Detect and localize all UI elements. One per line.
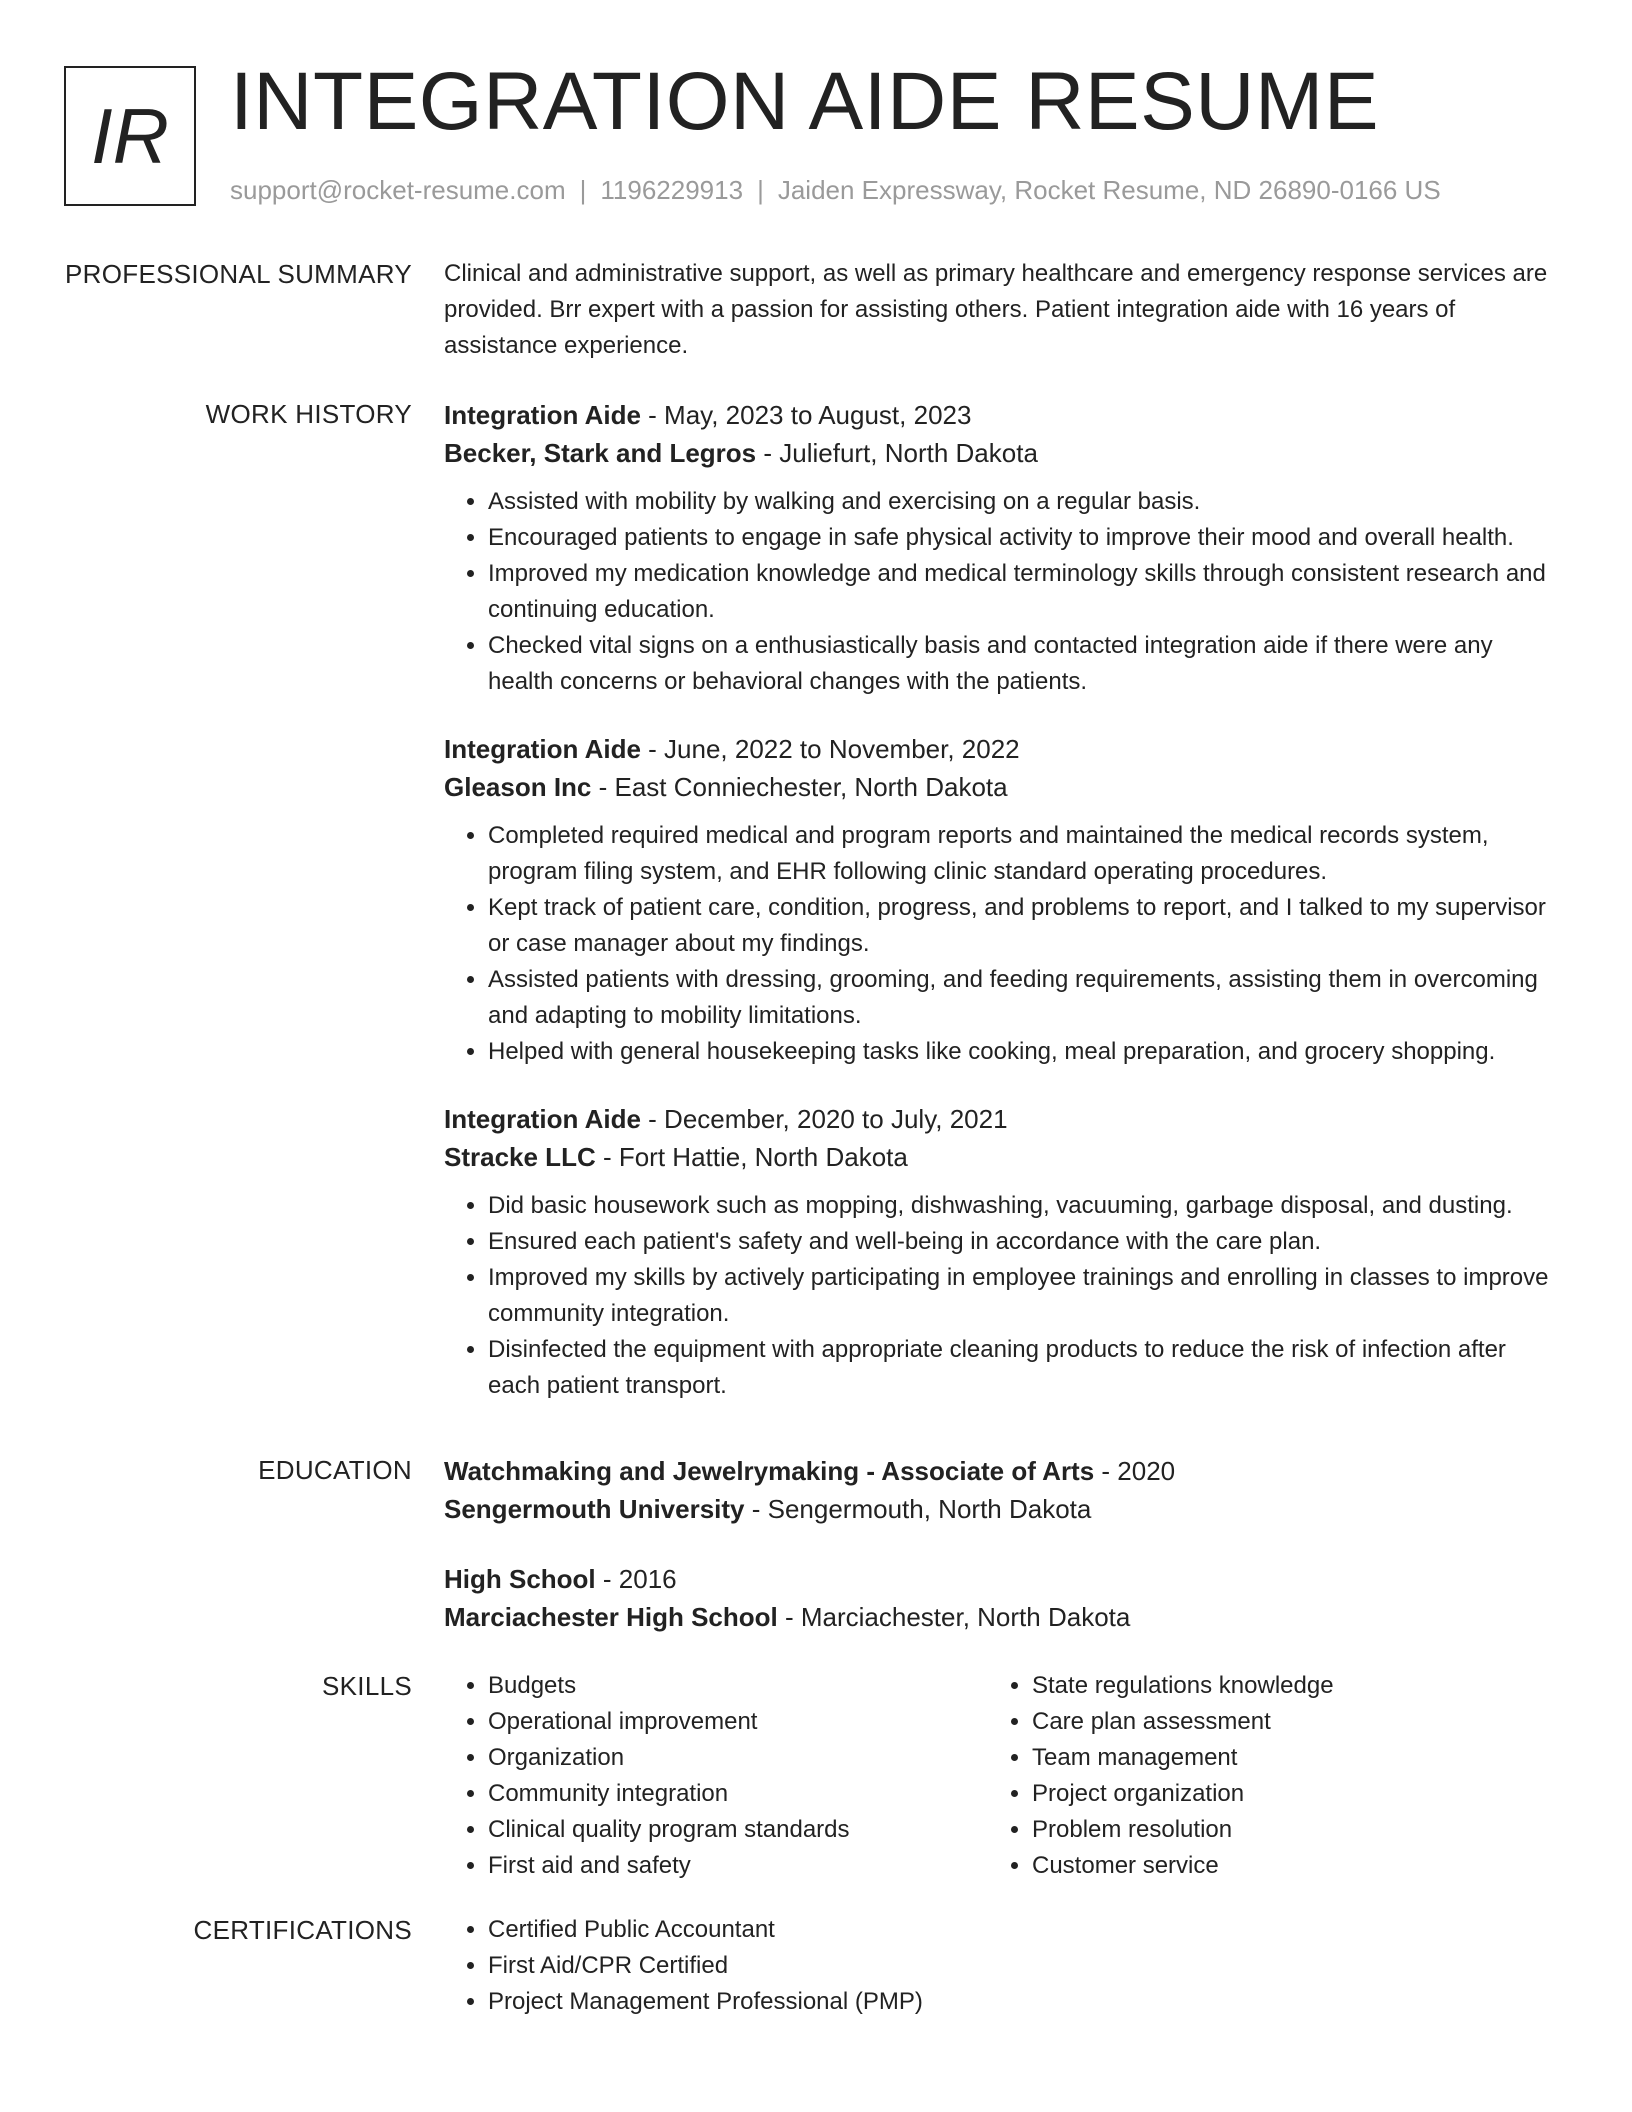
education-degree: High School — [444, 1564, 596, 1594]
education-degree: Watchmaking and Jewelrymaking - Associate of Arts — [444, 1456, 1095, 1486]
job-title-line — [444, 730, 1554, 768]
job-entry — [444, 730, 1554, 1070]
job-dates: - May, 2023 to August, 2023 — [640, 400, 972, 430]
skills-body — [444, 1668, 1554, 1884]
skill-item: • State regulations knowledge — [1032, 1668, 1532, 1704]
education-school: Sengermouth University — [444, 1494, 745, 1524]
skill-item: • Budgets — [488, 1668, 988, 1704]
monogram-logo: IR — [64, 66, 196, 206]
job-duty: • Assisted patients with dressing, grooming, and feeding requirements, assisting them in overcoming and adapting to mobility limitations. — [488, 962, 1554, 1034]
certification-item: • First Aid/CPR Certified — [488, 1948, 1554, 1984]
job-company-line — [444, 1138, 1554, 1176]
section-label-education: EDUCATION — [258, 1455, 412, 1485]
job-duty: • Improved my skills by actively participating in employee trainings and enrolling in classes to improve community integration. — [488, 1260, 1554, 1332]
contact-separator: | — [579, 175, 587, 205]
skills-list-left — [444, 1668, 988, 1884]
certification-item: • Certified Public Accountant — [488, 1912, 1554, 1948]
job-company-line — [444, 434, 1554, 472]
contact-separator: | — [757, 175, 764, 205]
job-company: Gleason Inc — [444, 772, 592, 802]
contact-email: support@rocket-resume.com — [230, 175, 566, 205]
job-duties — [444, 818, 1554, 1070]
skills-list-right — [988, 1668, 1532, 1884]
job-duty: • Kept track of patient care, condition, progress, and problems to report, and I talked to my supervisor or case manager about my findings. — [488, 890, 1554, 962]
certification-item: • Project Management Professional (PMP) — [488, 1984, 1554, 2020]
job-company: Becker, Stark and Legros — [444, 438, 757, 468]
job-duty: • Improved my medication knowledge and medical terminology skills through consistent research and continuing education. — [488, 556, 1554, 628]
job-duties — [444, 1188, 1554, 1404]
education-degree-line — [444, 1452, 1554, 1490]
job-company: Stracke LLC — [444, 1142, 596, 1172]
education-location: - Sengermouth, North Dakota — [744, 1494, 1092, 1524]
job-duties — [444, 484, 1554, 700]
skill-item: • Operational improvement — [488, 1704, 988, 1740]
job-dates: - December, 2020 to July, 2021 — [640, 1104, 1008, 1134]
skill-item: • Project organization — [1032, 1776, 1532, 1812]
job-duty: • Disinfected the equipment with appropriate cleaning products to reduce the risk of infection after each patient transport. — [488, 1332, 1554, 1404]
job-title: Integration Aide — [444, 1104, 641, 1134]
section-label-work: WORK HISTORY — [205, 399, 412, 429]
certifications-body — [444, 1912, 1554, 2020]
job-duty: • Checked vital signs on a enthusiastically basis and contacted integration aide if there were any health concerns or behavioral changes with the patients. — [488, 628, 1554, 700]
resume-title: INTEGRATION AIDE RESUME — [230, 56, 1380, 147]
education-entry — [444, 1452, 1554, 1528]
job-duty: • Completed required medical and program reports and maintained the medical records system, program filing system, and EHR following clinic standard operating procedures. — [488, 818, 1554, 890]
job-title-line — [444, 396, 1554, 434]
education-degree-line — [444, 1560, 1554, 1598]
contact-line — [230, 172, 1441, 208]
education-year: - 2016 — [595, 1564, 677, 1594]
job-duty: • Ensured each patient's safety and well-being in accordance with the care plan. — [488, 1224, 1554, 1260]
certifications-list — [444, 1912, 1554, 2020]
skill-item: • First aid and safety — [488, 1848, 988, 1884]
skills-columns — [444, 1668, 1554, 1884]
skill-item: • Team management — [1032, 1740, 1532, 1776]
job-entry — [444, 1100, 1554, 1404]
job-duty: • Helped with general housekeeping tasks like cooking, meal preparation, and grocery shopping. — [488, 1034, 1554, 1070]
job-location: - Juliefurt, North Dakota — [756, 438, 1038, 468]
summary-text: Clinical and administrative support, as well as primary healthcare and emergency response services are provided. Brr expert with a passion for assisting others. Patient integration aide with 16 years of assistance experience. — [444, 260, 1548, 359]
job-duty: • Did basic housework such as mopping, dishwashing, vacuuming, garbage disposal, and dusting. — [488, 1188, 1554, 1224]
skill-item: • Organization — [488, 1740, 988, 1776]
education-school-line — [444, 1598, 1554, 1636]
job-duty: • Assisted with mobility by walking and exercising on a regular basis. — [488, 484, 1554, 520]
education-body — [444, 1452, 1554, 1668]
job-location: - East Conniechester, North Dakota — [591, 772, 1008, 802]
contact-address: Jaiden Expressway, Rocket Resume, ND 26890-0166 US — [777, 175, 1441, 205]
summary-body — [444, 256, 1554, 364]
contact-phone: 1196229913 — [600, 175, 744, 205]
education-entry — [444, 1560, 1554, 1636]
job-title: Integration Aide — [444, 734, 641, 764]
job-duty: • Encouraged patients to engage in safe physical activity to improve their mood and overall health. — [488, 520, 1554, 556]
section-label-summary: PROFESSIONAL SUMMARY — [65, 259, 412, 289]
skill-item: • Problem resolution — [1032, 1812, 1532, 1848]
education-school-line — [444, 1490, 1554, 1528]
education-school: Marciachester High School — [444, 1602, 778, 1632]
education-location: - Marciachester, North Dakota — [777, 1602, 1131, 1632]
job-entry — [444, 396, 1554, 700]
job-title-line — [444, 1100, 1554, 1138]
skill-item: • Care plan assessment — [1032, 1704, 1532, 1740]
skill-item: • Community integration — [488, 1776, 988, 1812]
section-label-skills: SKILLS — [322, 1671, 412, 1701]
job-company-line — [444, 768, 1554, 806]
skill-item: • Clinical quality program standards — [488, 1812, 988, 1848]
work-body — [444, 396, 1554, 1434]
skill-item: • Customer service — [1032, 1848, 1532, 1884]
education-year: - 2020 — [1094, 1456, 1176, 1486]
job-dates: - June, 2022 to November, 2022 — [640, 734, 1020, 764]
job-location: - Fort Hattie, North Dakota — [595, 1142, 908, 1172]
section-label-certifications: CERTIFICATIONS — [193, 1915, 412, 1945]
job-title: Integration Aide — [444, 400, 641, 430]
